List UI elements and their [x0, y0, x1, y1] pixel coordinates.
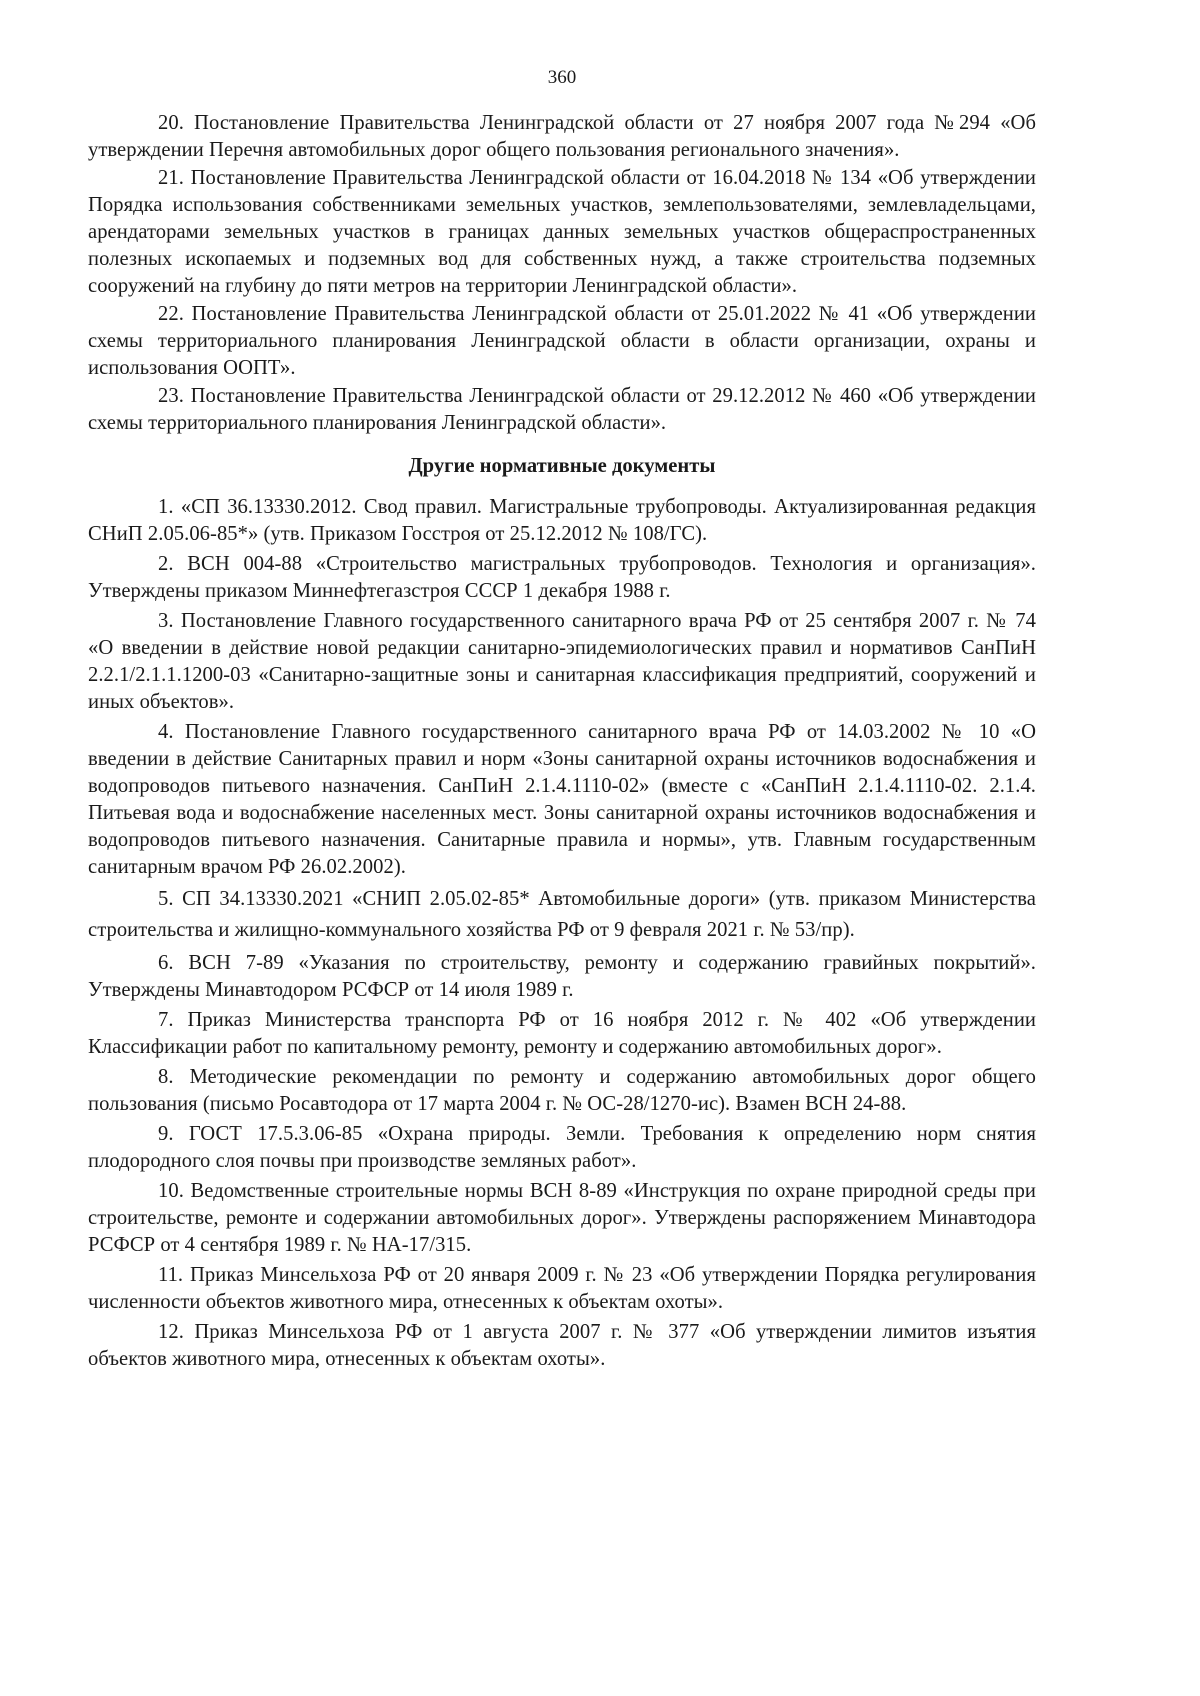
- list-item: 8. Методические рекомендации по ремонту и содержанию автомобильных дорог общего пользования (письмо Росавтодора от 17 марта 2004 г. № ОС-28/1270-ис). Взамен ВСН 24-88.: [88, 1066, 1036, 1115]
- list-item: 23. Постановление Правительства Ленинградской области от 29.12.2012 № 460 «Об утверждении схемы территориального планирования Ленинградской области».: [88, 385, 1036, 434]
- list-item: 20. Постановление Правительства Ленинградской области от 27 ноября 2007 года №294 «Об утверждении Перечня автомобильных дорог общего пользования регионального значения».: [88, 112, 1036, 161]
- list-item: 22. Постановление Правительства Ленинградской области от 25.01.2022 № 41 «Об утверждении схемы территориального планирования Ленинградской области в области организации, охраны и использования ООПТ».: [88, 303, 1036, 379]
- list-item: 3. Постановление Главного государственного санитарного врача РФ от 25 сентября 2007 г. № 74 «О введении в действие новой редакции санитарно-эпидемиологических правил и нормативов СанПиН 2.2.1/2.1.1.1200-03 «Санитарно-защитные зоны и санитарная классификация предприятий, сооружений и иных объектов».: [88, 610, 1036, 713]
- list-item: 12. Приказ Минсельхоза РФ от 1 августа 2007 г. № 377 «Об утверждении лимитов изъятия объектов животного мира, отнесенных к объектам охоты».: [88, 1321, 1036, 1370]
- list-item: 2. ВСН 004-88 «Строительство магистральных трубопроводов. Технология и организация». Утверждены приказом Миннефтегазстроя СССР 1 декабря 1988 г.: [88, 553, 1036, 602]
- list-item: 21. Постановление Правительства Ленинградской области от 16.04.2018 № 134 «Об утверждении Порядка использования собственниками земельных участков, землепользователями, землевладельцами, арендаторами земельных участков в границах данных земельных участков общераспространенных полезных ископаемых и подземных вод для собственных нужд, а также строительства подземных сооружений на глубину до пяти метров на территории Ленинградской области».: [88, 167, 1036, 297]
- list-item: 9. ГОСТ 17.5.3.06-85 «Охрана природы. Земли. Требования к определению норм снятия плодородного слоя почвы при производстве земляных работ».: [88, 1123, 1036, 1172]
- list-item: 6. ВСН 7-89 «Указания по строительству, ремонту и содержанию гравийных покрытий». Утверждены Минавтодором РСФСР от 14 июля 1989 г.: [88, 952, 1036, 1001]
- list-item: 7. Приказ Министерства транспорта РФ от 16 ноября 2012 г. № 402 «Об утверждении Классификации работ по капитальному ремонту, ремонту и содержанию автомобильных дорог».: [88, 1009, 1036, 1058]
- list-item: 1. «СП 36.13330.2012. Свод правил. Магистральные трубопроводы. Актуализированная редакция СНиП 2.05.06-85*» (утв. Приказом Госстроя от 25.12.2012 № 108/ГС).: [88, 496, 1036, 545]
- list-item: 10. Ведомственные строительные нормы ВСН 8-89 «Инструкция по охране природной среды при строительстве, ремонте и содержании автомобильных дорог». Утверждены распоряжением Минавтодора РСФСР от 4 сентября 1989 г. № НА-17/315.: [88, 1180, 1036, 1256]
- list-item: 11. Приказ Минсельхоза РФ от 20 января 2009 г. № 23 «Об утверждении Порядка регулирования численности объектов животного мира, отнесенных к объектам охоты».: [88, 1264, 1036, 1313]
- list-item: 4. Постановление Главного государственного санитарного врача РФ от 14.03.2002 № 10 «О введении в действие Санитарных правил и норм «Зоны санитарной охраны источников водоснабжения и водопроводов питьевого назначения. СанПиН 2.1.4.1110-02» (вместе с «СанПиН 2.1.4.1110-02. 2.1.4. Питьевая вода и водоснабжение населенных мест. Зоны санитарной охраны источников водоснабжения и водопроводов питьевого назначения. Санитарные правила и нормы», утв. Главным государственным санитарным врачом РФ 26.02.2002).: [88, 721, 1036, 878]
- regional-acts-list: [88, 110, 1036, 437]
- page-number: 360: [547, 67, 577, 88]
- normative-documents-list: [88, 494, 1036, 1373]
- document-page: [88, 66, 1036, 1376]
- section-heading: Другие нормативные документы: [408, 455, 716, 477]
- list-item: 5. СП 34.13330.2021 «СНИП 2.05.02-85* Автомобильные дороги» (утв. приказом Министерства строительства и жилищно-коммунального хозяйства РФ от 9 февраля 2021 г. № 53/пр).: [88, 888, 1036, 941]
